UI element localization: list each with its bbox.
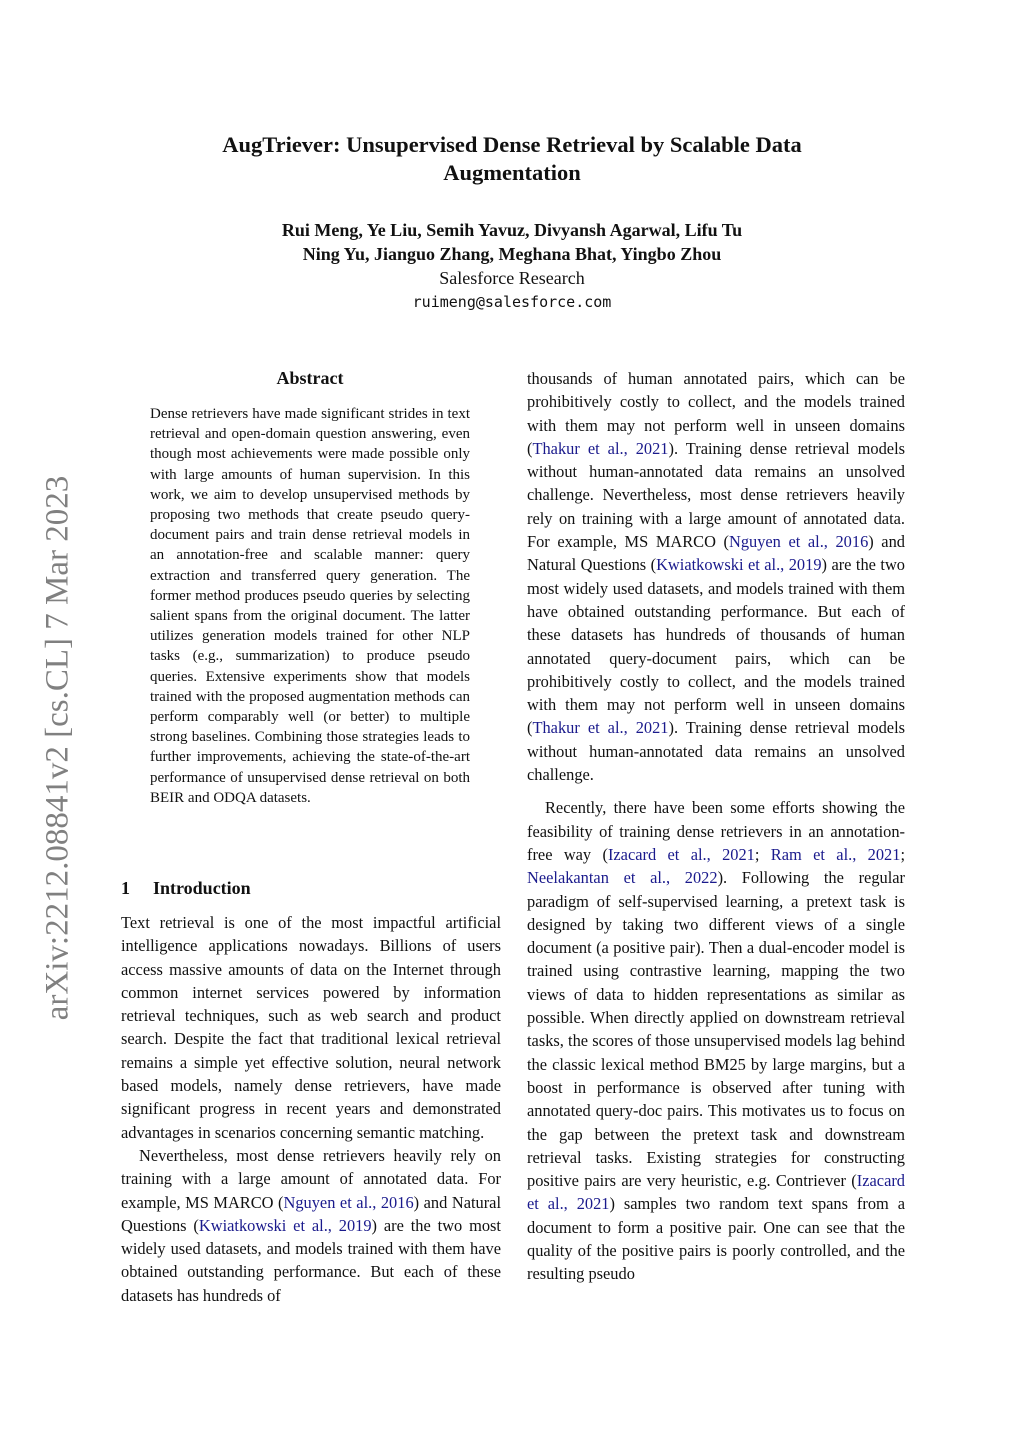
text-run: thousands of human annotated pairs, which can be prohibitively costly to collect, and the models trained with them may not perform well in unseen domains ( [527,369,905,458]
intro-paragraph-1: Text retrieval is one of the most impactful artificial intelligence applications nowadays. Billions of users access massive amounts of data on the Internet through common internet services powered by information retrieval techniques, such as web search and product search. Despite the fact that traditional lexical retrieval remains a simple yet effective solution, neural network based models, namely dense retrievers, have made significant progress in recent years and demonstrated advantages in scenarios concerning semantic matching. [121,913,501,1142]
text-run: ) are the two most widely used datasets, and models trained with them have obtained outstanding performance. But each of these datasets has hundreds of thousands of human annotated query-document pairs, which can be prohibitively costly to collect, and the models trained with them may not perform well in unseen domains ( [527,555,905,738]
text-run: Recently, there have been some efforts showing the feasibility of training dense retrievers in an annotation-free way ( [527,798,905,864]
author-line-2: Ning Yu, Jianguo Zhang, Meghana Bhat, Yingbo Zhou [302,244,722,264]
text-run: ). Following the regular paradigm of self-supervised learning, a pretext task is designed by taking two different views of a single document (a positive pair). Then a dual-encoder model is trained using contrastive learning, mapping the two views of data to hidden representations as similar as possible. When directly applied on downstream retrieval tasks, the scores of those unsupervised models lag behind the classic lexical method BM25 by large margins, but a boost in performance is observed after tuning with annotated query-doc pairs. This motivates us to focus on the gap between the pretext task and downstream retrieval tasks. Existing strategies for constructing positive pairs are very heuristic, e.g. Contriever ( [527,868,905,1191]
text-run: ; [754,844,771,864]
paper-title-line-2: Augmentation [443,160,581,185]
citation-link[interactable]: Izacard et al., 2021 [527,1171,905,1214]
abstract-heading: Abstract [276,368,344,388]
text-run: ). Training dense retrieval models without human-annotated data remains an unsolved challenge. [527,718,905,785]
citation-link[interactable]: Neelakantan et al., 2022 [527,868,718,888]
paper-title [150,131,874,187]
citation-link[interactable]: Thakur et al., 2021 [532,438,669,458]
text-run: Nevertheless, most dense retrievers heavily rely on training with a large amount of annotated data. For example, MS MARCO ( [121,1145,501,1212]
citation-link[interactable]: Nguyen et al., 2016 [283,1192,414,1212]
text-run: ) and Natural Questions ( [527,532,905,575]
text-run: ) are the two most widely used datasets, and models trained with them have obtained outstanding performance. But each of these datasets has hundreds of [121,1215,501,1305]
citation-link[interactable]: Izacard et al., 2021 [607,844,755,864]
section-number: 1 [121,878,130,898]
citation-link[interactable]: Kwiatkowski et al., 2019 [656,555,822,575]
affiliation: Salesforce Research [439,268,585,288]
author-list [150,218,874,266]
right-column-body [527,367,905,1286]
citation-link[interactable]: Thakur et al., 2021 [532,718,669,738]
intro-paragraph-3 [527,367,905,786]
author-email: ruimeng@salesforce.com [412,293,612,311]
citation-link[interactable]: Ram et al., 2021 [770,844,901,864]
paper-title-line-1: AugTriever: Unsupervised Dense Retrieval by Scalable Data [222,132,802,157]
text-run: ) and Natural Questions ( [121,1192,502,1235]
author-line-1: Rui Meng, Ye Liu, Semih Yavuz, Divyansh Agarwal, Lifu Tu [281,220,743,240]
abstract-body: Dense retrievers have made significant strides in text retrieval and open-domain question answering, even though most achievements were made possible only with large amounts of human supervision. In this work, we aim to develop unsupervised methods by proposing two methods that create pseudo query-document pairs and train dense retrieval models in an annotation-free and scalable manner: query extraction and transferred query generation. The former method produces pseudo queries by selecting salient spans from the original document. The latter utilizes generation models trained for other NLP tasks (e.g., summarization) to produce pseudo queries. Extensive experiments show that models trained with the proposed augmentation methods can perform comparably well (or better) to multiple strong baselines. Combining those strategies leads to further improvements, achieving the state-of-the-art performance of unsupervised dense retrieval on both BEIR and ODQA datasets. [150,406,470,806]
text-run: ) samples two random text spans from a document to form a positive pair. One can see that the quality of the positive pairs is poorly controlled, and the resulting pseudo [527,1194,905,1284]
text-run: ; [900,844,906,864]
section-heading-introduction [121,876,501,900]
section-title: Introduction [153,878,251,898]
intro-paragraph-2 [121,1144,501,1307]
left-column-body [121,911,501,1307]
citation-link[interactable]: Kwiatkowski et al., 2019 [198,1215,372,1235]
intro-paragraph-4 [527,796,905,1285]
citation-link[interactable]: Nguyen et al., 2016 [728,532,869,552]
text-run: ). Training dense retrieval models without human-annotated data remains an unsolved challenge. Nevertheless, most dense retrievers heavily rely on training with a large amount of annotated data. For example, MS MARCO ( [527,438,905,552]
arxiv-stamp: arXiv:2212.08841v2 [cs.CL] 7 Mar 2023 [39,475,76,1021]
